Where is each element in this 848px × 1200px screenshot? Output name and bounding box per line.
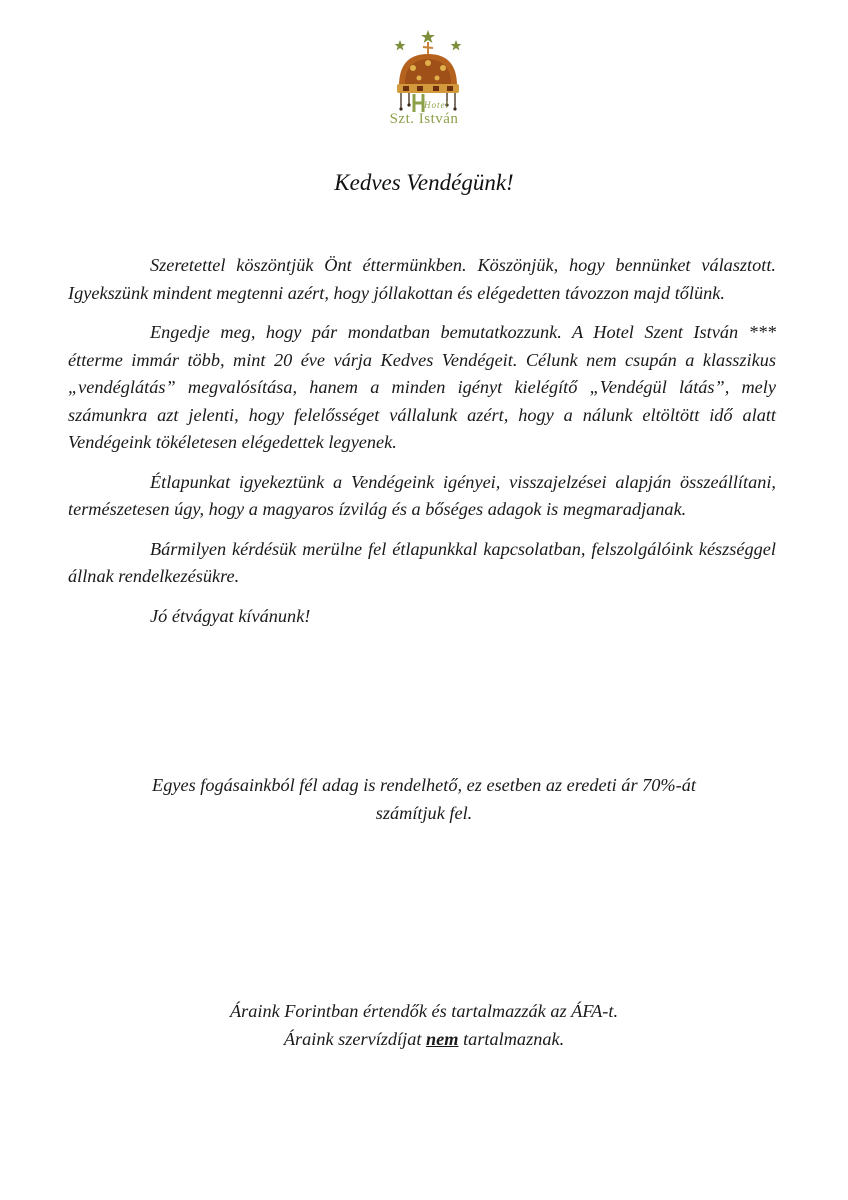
half-portion-note	[100, 772, 748, 827]
page-title: Kedves Vendégünk!	[334, 170, 514, 195]
welcome-text	[68, 252, 776, 642]
prices-note-line-2	[100, 1026, 748, 1054]
closing-wish: Jó étvágyat kívánunk!	[150, 605, 311, 626]
logo-text-hotel-name: Szt. István	[389, 111, 459, 127]
prices-note-line-2-end: tartalmaznak.	[458, 1028, 565, 1049]
half-portion-note-line-2: számítjuk fel.	[375, 802, 473, 823]
paragraph-questions: Bármilyen kérdésük merülne fel étlapunkkal kapcsolatban, felszolgálóink készséggel állnak rendelkezésükre.	[68, 538, 776, 586]
prices-note-line-2-start: Áraink szervízdíjat	[283, 1028, 427, 1049]
logo-text-hotel: Hotel	[424, 100, 449, 110]
paragraph-introduction: Engedje meg, hogy pár mondatban bemutatkozzunk. A Hotel Szent István *** étterme immár több, mint 20 éve várja Kedves Vendégeit. Célunk nem csupán a klasszikus „vendéglátás” megvalósítása, hanem a minden igényt kielégítő „Vendégül látás”, mely számunkra azt jelenti, hogy felelősséget vállalunk azért, hogy a nálunk eltöltött idő alatt Vendégeink tökéletesen elégedettek legyenek.	[68, 322, 776, 452]
half-portion-note-line-1: Egyes fogásainkból fél adag is rendelhető, ez esetben az eredeti ár 70%-át	[152, 775, 696, 795]
paragraph-menu: Étlapunkat igyekeztünk a Vendégeink igényei, visszajelzései alapján összeállítani, természetesen úgy, hogy a magyaros ízvilág és a bőséges adagok is megmaradjanak.	[68, 471, 776, 519]
prices-note-line-1: Áraink Forintban értendők és tartalmazzák az ÁFA-t.	[229, 1001, 619, 1021]
prices-note-emphasis: nem	[426, 1028, 459, 1049]
prices-note	[100, 998, 748, 1053]
paragraph-welcome: Szeretettel köszöntjük Önt éttermünkben. Köszönjük, hogy bennünket választott. Igyekszünk mindent megtenni azért, hogy jóllakottan és elégedetten távozzon majd tőlünk.	[68, 255, 776, 303]
